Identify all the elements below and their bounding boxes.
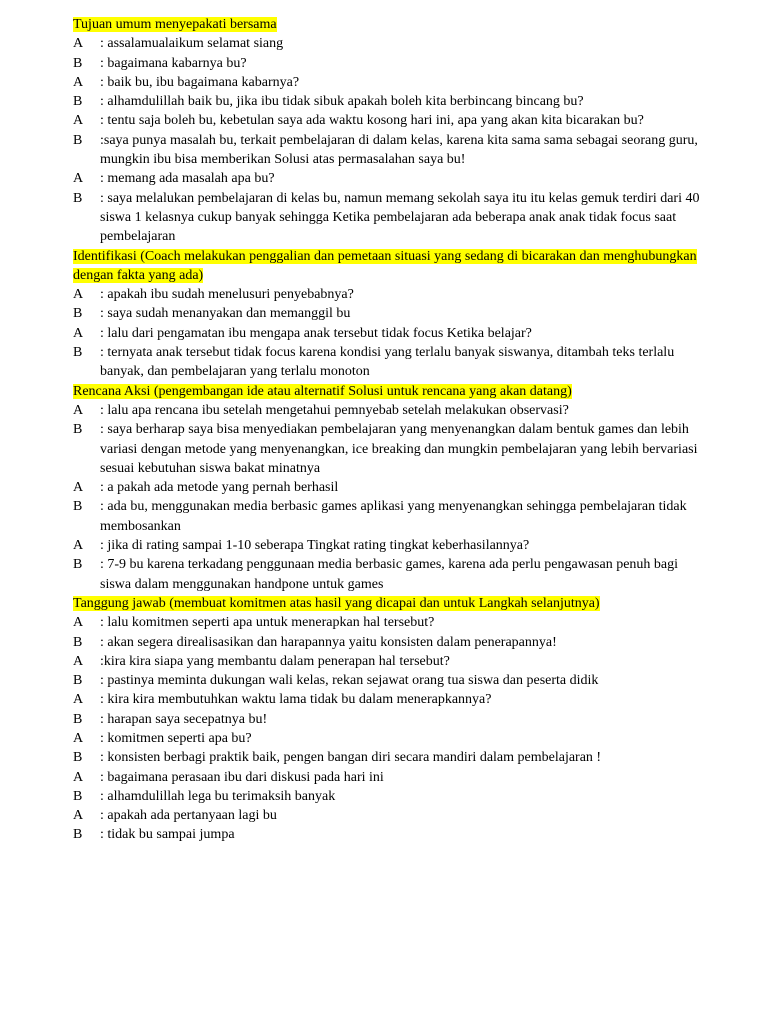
dialogue-text: : lalu komitmen seperti apa untuk menerapkan hal tersebut? xyxy=(100,615,435,631)
dialogue-text: : lalu dari pengamatan ibu mengapa anak tersebut tidak focus Ketika belajar? xyxy=(100,325,532,341)
section-tanggung-jawab xyxy=(73,594,703,845)
dialogue-line xyxy=(73,768,703,787)
dialogue-text: : apakah ada pertanyaan lagi bu xyxy=(100,808,277,824)
speaker-label: B xyxy=(73,499,83,515)
highlighted-heading-text: Tanggung jawab (membuat komitmen atas hasil yang dicapai dan untuk Langkah selanjutnya) xyxy=(73,595,600,611)
dialogue-line xyxy=(73,111,703,130)
dialogue-text: : apakah ibu sudah menelusuri penyebabnya? xyxy=(100,287,354,303)
section-heading xyxy=(73,594,703,613)
dialogue-line xyxy=(73,73,703,92)
dialogue-line xyxy=(73,806,703,825)
dialogue-text: : saya sudah menanyakan dan memanggil bu xyxy=(100,306,351,322)
dialogue-text: : lalu apa rencana ibu setelah mengetahui pemnyebab setelah melakukan observasi? xyxy=(100,402,569,418)
dialogue-line xyxy=(73,690,703,709)
section-tujuan-umum xyxy=(73,15,703,247)
dialogue-text: : jika di rating sampai 1-10 seberapa Tingkat rating tingkat keberhasilannya? xyxy=(100,538,530,554)
section-identifikasi xyxy=(73,247,703,382)
dialogue-text: : ternyata anak tersebut tidak focus karena kondisi yang terlalu banyak siswanya, ditambah teks terlalu banyak, dan pembelajaran yang terlalu monoton xyxy=(100,345,675,380)
speaker-label: B xyxy=(73,345,83,361)
dialogue-text: : assalamualaikum selamat siang xyxy=(100,36,284,52)
dialogue-text: : memang ada masalah apa bu? xyxy=(100,171,275,187)
dialogue-text: : konsisten berbagi praktik baik, pengen bangan diri secara mandiri dalam pembelajaran ! xyxy=(100,750,602,766)
dialogue-line xyxy=(73,285,703,304)
speaker-label: A xyxy=(73,692,84,708)
dialogue-line xyxy=(73,497,703,536)
dialogue-line xyxy=(73,420,703,478)
dialogue-line xyxy=(73,478,703,497)
dialogue-line xyxy=(73,304,703,323)
dialogue-text: : saya melalukan pembelajaran di kelas bu, namun memang sekolah saya itu itu kelas gemuk terdiri dari 40 siswa 1 kelasnya cukup banyak sehingga Ketika pembelajaran ada beberapa anak anak tidak focus saat pembelajaran xyxy=(100,190,700,245)
dialogue-line xyxy=(73,729,703,748)
dialogue-line xyxy=(73,54,703,73)
dialogue-text: : kira kira membutuhkan waktu lama tidak bu dalam menerapkannya? xyxy=(100,692,492,708)
dialogue-line xyxy=(73,189,703,247)
speaker-label: A xyxy=(73,287,84,303)
speaker-label: B xyxy=(73,827,83,843)
highlighted-heading-text: Rencana Aksi (pengembangan ide atau alternatif Solusi untuk rencana yang akan datang) xyxy=(73,383,572,399)
speaker-label: A xyxy=(73,74,84,90)
speaker-label: B xyxy=(73,190,83,206)
dialogue-text: : 7-9 bu karena terkadang penggunaan media berbasic games, karena ada perlu pengawasan penuh bagi siswa dalam menggunakan handpone untuk games xyxy=(100,557,679,592)
dialogue-text: : harapan saya secepatnya bu! xyxy=(100,711,268,727)
dialogue-text: : pastinya meminta dukungan wali kelas, rekan sejawat orang tua siswa dan peserta didik xyxy=(100,673,599,689)
dialogue-text: : akan segera direalisasikan dan harapannya yaitu konsisten dalam penerapannya! xyxy=(100,634,557,650)
dialogue-line xyxy=(73,613,703,632)
dialogue-text: : a pakah ada metode yang pernah berhasil xyxy=(100,480,339,496)
dialogue-text: : komitmen seperti apa bu? xyxy=(100,730,252,746)
dialogue-text: : ada bu, menggunakan media berbasic games aplikasi yang menyenangkan sehingga pembelajaran tidak membosankan xyxy=(100,499,687,534)
speaker-label: B xyxy=(73,634,83,650)
dialogue-text: : tidak bu sampai jumpa xyxy=(100,827,235,843)
dialogue-line xyxy=(73,92,703,111)
dialogue-line xyxy=(73,555,703,594)
highlighted-heading-text: Tujuan umum menyepakati bersama xyxy=(73,17,277,32)
dialogue-line xyxy=(73,34,703,53)
section-heading xyxy=(73,15,703,34)
dialogue-line xyxy=(73,131,703,170)
dialogue-text: : alhamdulillah lega bu terimaksih banyak xyxy=(100,788,336,804)
speaker-label: A xyxy=(73,325,84,341)
document-body xyxy=(73,15,703,845)
section-heading xyxy=(73,382,703,401)
speaker-label: A xyxy=(73,480,84,496)
speaker-label: B xyxy=(73,557,83,573)
dialogue-text: :kira kira siapa yang membantu dalam penerapan hal tersebut? xyxy=(100,653,450,669)
dialogue-text: : saya berharap saya bisa menyediakan pembelajaran yang menyenangkan dalam bentuk games dan lebih variasi dengan metode yang menyenangkan, ice breaking dan mungkin pembelajaran yang lebih bervariasi sesuai kebutuhan siswa bakat minatnya xyxy=(100,422,698,476)
speaker-label: A xyxy=(73,113,84,129)
dialogue-line xyxy=(73,324,703,343)
dialogue-text: : alhamdulillah baik bu, jika ibu tidak sibuk apakah boleh kita berbincang bincang bu? xyxy=(100,94,584,110)
dialogue-text: : baik bu, ibu bagaimana kabarnya? xyxy=(100,74,300,90)
dialogue-line xyxy=(73,633,703,652)
dialogue-line xyxy=(73,343,703,382)
dialogue-text: : tentu saja boleh bu, kebetulan saya ada waktu kosong hari ini, apa yang akan kita bicarakan bu? xyxy=(100,113,644,129)
speaker-label: B xyxy=(73,94,83,110)
speaker-label: A xyxy=(73,171,84,187)
dialogue-line xyxy=(73,401,703,420)
dialogue-line xyxy=(73,671,703,690)
dialogue-line xyxy=(73,169,703,188)
dialogue-text: :saya punya masalah bu, terkait pembelajaran di dalam kelas, karena kita sama sama sebagai seorang guru, mungkin ibu bisa memberikan Solusi atas permasalahan saya bu! xyxy=(100,132,698,168)
speaker-label: B xyxy=(73,422,83,438)
speaker-label: B xyxy=(73,750,83,766)
speaker-label: A xyxy=(73,808,84,824)
dialogue-line xyxy=(73,748,703,767)
speaker-label: B xyxy=(73,711,83,727)
section-heading xyxy=(73,247,703,286)
speaker-label: B xyxy=(73,673,83,689)
speaker-label: A xyxy=(73,615,84,631)
speaker-label: A xyxy=(73,402,84,418)
speaker-label: B xyxy=(73,132,83,148)
speaker-label: A xyxy=(73,653,84,669)
dialogue-line xyxy=(73,710,703,729)
dialogue-line xyxy=(73,825,703,844)
dialogue-text: : bagaimana kabarnya bu? xyxy=(100,55,247,71)
speaker-label: A xyxy=(73,36,84,52)
dialogue-line xyxy=(73,787,703,806)
speaker-label: B xyxy=(73,55,83,71)
speaker-label: A xyxy=(73,769,84,785)
speaker-label: B xyxy=(73,788,83,804)
dialogue-line xyxy=(73,652,703,671)
speaker-label: A xyxy=(73,730,84,746)
highlighted-heading-text: Identifikasi (Coach melakukan penggalian dan pemetaan situasi yang sedang di bicarakan dan menghubungkan dengan fakta yang ada) xyxy=(73,248,697,283)
dialogue-text: : bagaimana perasaan ibu dari diskusi pada hari ini xyxy=(100,769,384,785)
dialogue-line xyxy=(73,536,703,555)
section-rencana-aksi xyxy=(73,382,703,594)
speaker-label: B xyxy=(73,306,83,322)
speaker-label: A xyxy=(73,538,84,554)
